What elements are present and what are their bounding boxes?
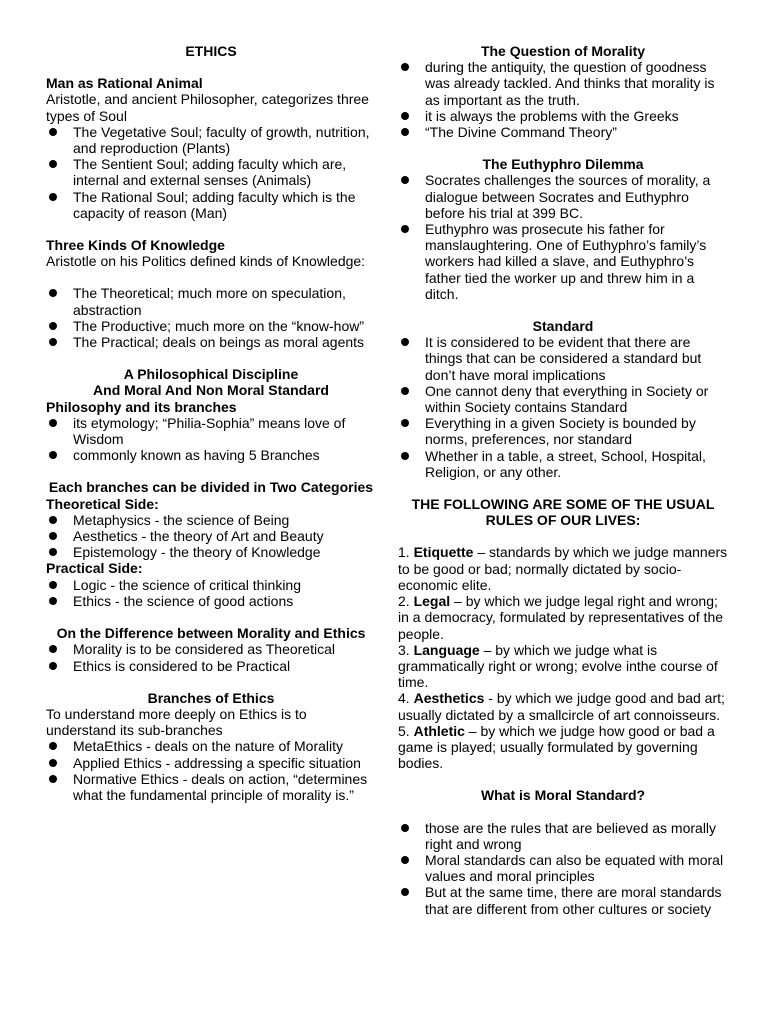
list-item bbox=[398, 172, 728, 221]
list-item-text: Socrates challenges the sources of morality, a dialogue between Socrates and Euthyphro before his trial at 399 BC. bbox=[425, 172, 711, 221]
list-item bbox=[46, 318, 376, 334]
list-item-text: The Productive; much more on the “know-how” bbox=[73, 317, 365, 334]
list-item bbox=[46, 447, 376, 463]
rule-number: 1. bbox=[398, 544, 414, 561]
bullet-icon bbox=[401, 176, 409, 184]
list-item-text: it is always the problems with the Greeks bbox=[425, 107, 679, 124]
rule-number: 3. bbox=[398, 641, 414, 658]
list-item-text: Ethics - the science of good actions bbox=[73, 592, 294, 609]
bullet-icon bbox=[49, 451, 57, 459]
list-item-text: The Sentient Soul; adding faculty which are, internal and external senses (Animals) bbox=[73, 156, 347, 189]
list-item bbox=[46, 528, 376, 544]
list-item bbox=[398, 59, 728, 108]
rule-term: Legal bbox=[413, 593, 451, 610]
list-item bbox=[398, 221, 728, 302]
bullet-list bbox=[46, 285, 376, 350]
bullet-icon bbox=[49, 662, 57, 670]
section-intro: Aristotle, and ancient Philosopher, categorizes three types of Soul bbox=[46, 91, 369, 124]
rule-term: Athletic bbox=[413, 722, 465, 739]
list-item bbox=[46, 771, 376, 803]
list-item-text: “The Divine Command Theory” bbox=[425, 124, 617, 141]
list-item-text: The Vegetative Soul; faculty of growth, nutrition, and reproduction (Plants) bbox=[73, 123, 370, 157]
list-item bbox=[398, 383, 728, 415]
bullet-icon bbox=[401, 338, 409, 346]
practical-side-label: Practical Side: bbox=[46, 560, 143, 577]
bullet-list bbox=[398, 172, 728, 302]
list-item-text: Aesthetics - the theory of Art and Beauty bbox=[73, 528, 324, 545]
list-item-text: Normative Ethics - deals on action, “determines what the fundamental principle of morality is.” bbox=[73, 770, 368, 803]
section-title-euthyphro-dilemma: The Euthyphro Dilemma bbox=[482, 156, 644, 173]
list-item bbox=[46, 124, 376, 156]
section-heading-philosophy-branches: Philosophy and its branches bbox=[46, 398, 237, 415]
rule-number: 5. bbox=[398, 722, 414, 739]
section-title-two-categories: Each branches can be divided in Two Categories bbox=[48, 479, 374, 496]
bullet-icon bbox=[401, 128, 409, 136]
rule-number: 4. bbox=[398, 690, 414, 707]
bullet-icon bbox=[49, 322, 57, 330]
right-column bbox=[398, 43, 728, 917]
bullet-list bbox=[46, 415, 376, 464]
rule-text: – by which we judge what is grammatically right or wrong; evolve inthe course of time. bbox=[398, 641, 718, 691]
list-item bbox=[46, 512, 376, 528]
list-item-text: Euthyphro was prosecute his father for manslaughtering. One of Euthyphro’s family’s workers had killed a slave, and Euthyphro’s father tied the worker up and threw him in a ditch. bbox=[425, 221, 707, 302]
list-item-text: One cannot deny that everything in Society or within Society contains Standard bbox=[425, 382, 709, 416]
bullet-icon bbox=[401, 824, 409, 832]
section-title-question-of-morality: The Question of Morality bbox=[480, 43, 646, 59]
bullet-icon bbox=[49, 128, 57, 136]
bullet-list bbox=[398, 59, 728, 140]
bullet-icon bbox=[401, 856, 409, 864]
rule-item bbox=[398, 593, 728, 642]
section-title-branches-of-ethics: Branches of Ethics bbox=[147, 689, 275, 706]
rule-item bbox=[398, 642, 728, 691]
rule-text: – by which we judge how good or bad a game is played; usually formulated by governing bodies. bbox=[398, 722, 715, 772]
bullet-icon bbox=[49, 289, 57, 297]
bullet-icon bbox=[401, 112, 409, 120]
list-item bbox=[398, 124, 728, 140]
list-item bbox=[398, 415, 728, 447]
list-item-text: It is considered to be evident that there are things that can be considered a standard but don’t have moral implications bbox=[425, 334, 702, 383]
left-column bbox=[46, 43, 376, 803]
bullet-icon bbox=[49, 516, 57, 524]
list-item bbox=[398, 448, 728, 480]
rule-item bbox=[398, 544, 728, 593]
list-item-text: MetaEthics - deals on the nature of Morality bbox=[73, 738, 344, 755]
bullet-list bbox=[398, 820, 728, 917]
rule-number: 2. bbox=[398, 593, 414, 610]
section-heading-rational-animal: Man as Rational Animal bbox=[46, 75, 203, 92]
list-item-text: Epistemology - the theory of Knowledge bbox=[73, 544, 321, 561]
section-title-moral-standard-question: What is Moral Standard? bbox=[480, 787, 646, 804]
bullet-icon bbox=[49, 160, 57, 168]
document-title: ETHICS bbox=[185, 43, 237, 59]
section-title-usual-rules: THE FOLLOWING ARE SOME OF THE USUAL RULES OF OUR LIVES: bbox=[411, 496, 715, 529]
bullet-icon bbox=[49, 742, 57, 750]
section-title-philosophical-discipline: A Philosophical Discipline bbox=[123, 366, 299, 383]
bullet-list bbox=[46, 641, 376, 673]
list-item bbox=[46, 577, 376, 593]
list-item-text: during the antiquity, the question of goodness was already tackled. And thinks that morality is as important as the truth. bbox=[425, 59, 715, 108]
list-item-text: those are the rules that are believed as morally right and wrong bbox=[425, 819, 717, 852]
list-item-text: The Theoretical; much more on speculation, abstraction bbox=[73, 285, 346, 318]
list-item-text: The Practical; deals on beings as moral agents bbox=[73, 334, 365, 351]
list-item bbox=[398, 820, 728, 852]
list-item bbox=[398, 852, 728, 884]
bullet-icon bbox=[49, 419, 57, 427]
bullet-icon bbox=[401, 225, 409, 233]
list-item-text: Morality is to be considered as Theoretical bbox=[73, 641, 335, 658]
bullet-list bbox=[46, 738, 376, 803]
list-item bbox=[46, 189, 376, 221]
bullet-list bbox=[46, 124, 376, 221]
section-title-difference: On the Difference between Morality and Ethics bbox=[56, 625, 366, 642]
section-title-moral-standard: And Moral And Non Moral Standard bbox=[93, 382, 329, 399]
bullet-list bbox=[46, 577, 376, 609]
list-item-text: Applied Ethics - addressing a specific situation bbox=[73, 754, 361, 771]
list-item bbox=[398, 884, 728, 916]
list-item-text: The Rational Soul; adding faculty which is the capacity of reason (Man) bbox=[73, 188, 356, 221]
rule-term: Etiquette bbox=[413, 544, 474, 561]
rule-text: – standards by which we judge manners to be good or bad; normally dictated by socio-economic elite. bbox=[398, 544, 728, 593]
rule-item bbox=[398, 723, 728, 772]
bullet-icon bbox=[49, 759, 57, 767]
list-item bbox=[46, 755, 376, 771]
list-item bbox=[46, 738, 376, 754]
list-item-text: Logic - the science of critical thinking bbox=[73, 576, 301, 593]
list-item bbox=[46, 285, 376, 317]
list-item-text: Metaphysics - the science of Being bbox=[73, 511, 290, 528]
bullet-icon bbox=[49, 581, 57, 589]
list-item bbox=[398, 108, 728, 124]
list-item bbox=[46, 156, 376, 188]
list-item-text: commonly known as having 5 Branches bbox=[73, 447, 320, 464]
list-item-text: Everything in a given Society is bounded by norms, preferences, nor standard bbox=[425, 415, 696, 448]
rule-item bbox=[398, 690, 728, 722]
bullet-icon bbox=[401, 452, 409, 460]
section-intro: Aristotle on his Politics defined kinds of Knowledge: bbox=[46, 253, 366, 270]
list-item-text: Whether in a table, a street, School, Hospital, Religion, or any other. bbox=[425, 447, 706, 480]
list-item bbox=[46, 593, 376, 609]
bullet-list bbox=[398, 334, 728, 480]
list-item bbox=[46, 334, 376, 350]
bullet-icon bbox=[401, 63, 409, 71]
list-item-text: Ethics is considered to be Practical bbox=[73, 657, 291, 674]
rules-list bbox=[398, 544, 728, 771]
rule-term: Aesthetics bbox=[413, 690, 485, 707]
list-item-text: But at the same time, there are moral standards that are different from other cultures or society bbox=[425, 884, 722, 917]
bullet-icon bbox=[49, 548, 57, 556]
bullet-list bbox=[46, 512, 376, 561]
list-item bbox=[46, 641, 376, 657]
rule-text: - by which we judge good and bad art; usually dictated by a smallcircle of art connoisseurs. bbox=[398, 690, 725, 723]
list-item bbox=[46, 415, 376, 447]
section-title-standard: Standard bbox=[532, 318, 594, 335]
theoretical-side-label: Theoretical Side: bbox=[46, 495, 159, 512]
bullet-icon bbox=[49, 775, 57, 783]
rule-text: – by which we judge legal right and wrong; in a democracy, formulated by representatives of the people. bbox=[398, 593, 724, 642]
bullet-icon bbox=[49, 532, 57, 540]
bullet-icon bbox=[401, 888, 409, 896]
list-item-text: Moral standards can also be equated with moral values and moral principles bbox=[425, 851, 724, 885]
bullet-icon bbox=[49, 193, 57, 201]
bullet-icon bbox=[49, 338, 57, 346]
list-item-text: its etymology; “Philia-Sophia” means love of Wisdom bbox=[73, 414, 346, 448]
list-item bbox=[46, 658, 376, 674]
section-intro: To understand more deeply on Ethics is to understand its sub-branches bbox=[46, 705, 307, 739]
bullet-icon bbox=[401, 387, 409, 395]
list-item bbox=[46, 544, 376, 560]
bullet-icon bbox=[49, 597, 57, 605]
bullet-icon bbox=[401, 419, 409, 427]
list-item bbox=[398, 334, 728, 383]
section-heading-kinds-of-knowledge: Three Kinds Of Knowledge bbox=[46, 237, 225, 254]
bullet-icon bbox=[49, 645, 57, 653]
rule-term: Language bbox=[413, 641, 480, 658]
